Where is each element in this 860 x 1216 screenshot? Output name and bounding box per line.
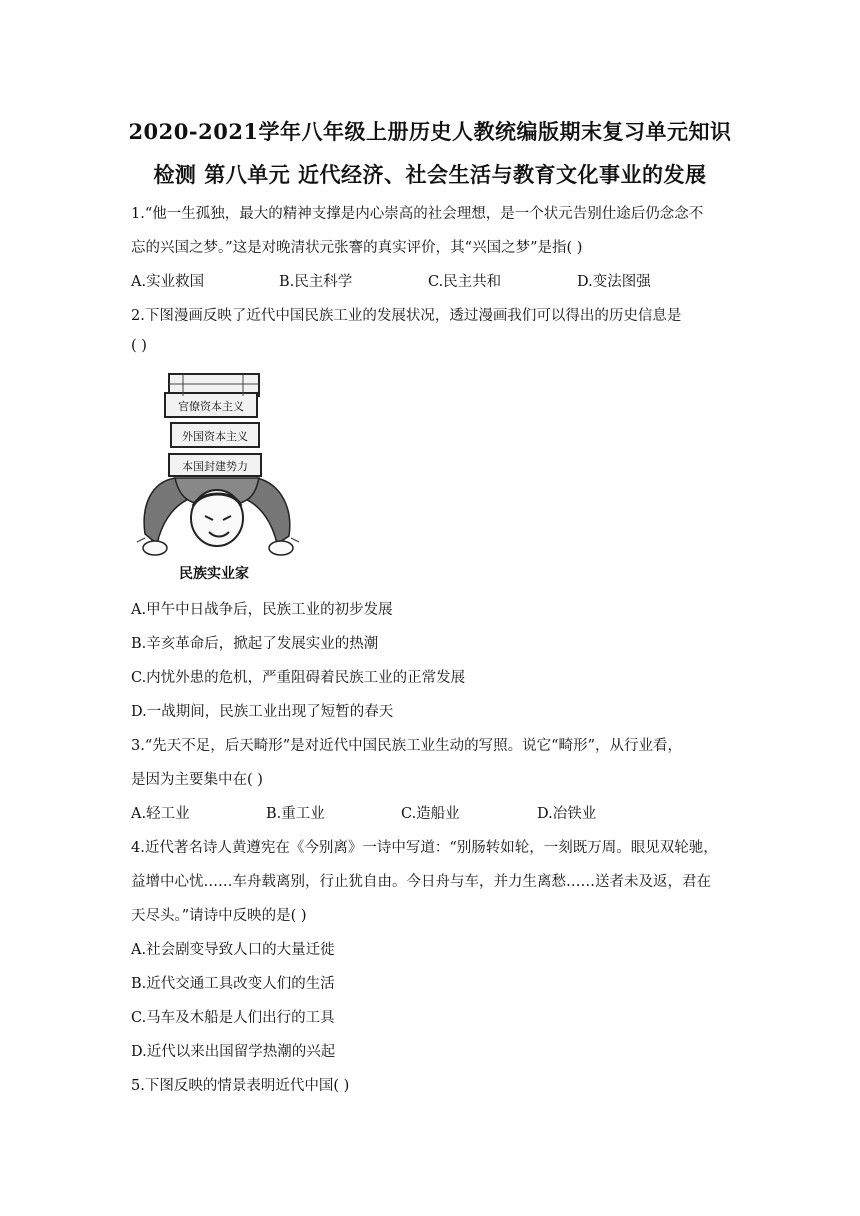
cartoon-label-2: 外国资本主义 (182, 430, 248, 443)
cartoon-label-1: 官僚资本主义 (178, 400, 244, 413)
cartoon-image (131, 366, 307, 586)
question-4-stem-line-1: 4.近代著名诗人黄遵宪在《今别离》一诗中写道：“别肠转如轮，一刻既万周。眼见双轮驰， (131, 840, 718, 856)
document-title-line-1: 2020-2021学年八年级上册历史人教统编版期末复习单元知识 (128, 119, 732, 144)
question-1-option-d[interactable]: D.变法图强 (577, 274, 651, 290)
question-2-option-c[interactable]: C.内忧外患的危机，严重阻碍着民族工业的正常发展 (131, 670, 466, 686)
question-3-option-b[interactable]: B.重工业 (266, 806, 325, 822)
question-3-stem-line-1: 3.“先天不足，后天畸形”是对近代中国民族工业生动的写照。说它“畸形”，从行业看， (131, 738, 682, 754)
question-4-option-b[interactable]: B.近代交通工具改变人们的生活 (131, 976, 335, 992)
question-2-stem-line-2: ( ) (131, 338, 147, 354)
question-5-stem-line-1: 5.下图反映的情景表明近代中国( ) (131, 1078, 350, 1094)
cartoon-caption: 民族实业家 (179, 566, 249, 582)
question-4-option-c[interactable]: C.马车及木船是人们出行的工具 (131, 1010, 335, 1026)
question-2-option-d[interactable]: D.一战期间，民族工业出现了短暂的春天 (131, 704, 394, 720)
question-1-option-c[interactable]: C.民主共和 (428, 274, 502, 290)
question-1-stem-line-1: 1.“他一生孤独，最大的精神支撑是内心崇高的社会理想，是一个状元告别仕途后仍念念不 (131, 206, 704, 222)
cartoon-label-3: 本国封建势力 (182, 460, 248, 473)
question-3-stem-line-2: 是因为主要集中在( ) (131, 772, 263, 788)
question-3-option-a[interactable]: A.轻工业 (131, 806, 190, 822)
question-4-option-d[interactable]: D.近代以来出国留学热潮的兴起 (131, 1044, 336, 1060)
question-2-option-a[interactable]: A.甲午中日战争后，民族工业的初步发展 (131, 602, 393, 618)
question-1-stem-line-2: 忘的兴国之梦。”这是对晚清状元张謇的真实评价，其“兴国之梦”是指( ) (131, 240, 583, 256)
question-1-option-b[interactable]: B.民主科学 (279, 274, 353, 290)
question-2-stem-line-1: 2.下图漫画反映了近代中国民族工业的发展状况，透过漫画我们可以得出的历史信息是 (131, 308, 682, 324)
document-title-line-2: 检测 第八单元 近代经济、社会生活与教育文化事业的发展 (153, 162, 707, 187)
question-1-option-a[interactable]: A.实业救国 (131, 274, 205, 290)
question-3-option-c[interactable]: C.造船业 (401, 806, 460, 822)
question-4-option-a[interactable]: A.社会剧变导致人口的大量迁徙 (131, 942, 335, 958)
question-3-option-d[interactable]: D.冶铁业 (537, 806, 597, 822)
question-4-stem-line-2: 益增中心忧……车舟载离别，行止犹自由。今日舟与车，并力生离愁……送者未及返，君在 (131, 874, 711, 890)
question-4-stem-line-3: 天尽头。”请诗中反映的是( ) (131, 908, 307, 924)
question-2-option-b[interactable]: B.辛亥革命后，掀起了发展实业的热潮 (131, 636, 379, 652)
